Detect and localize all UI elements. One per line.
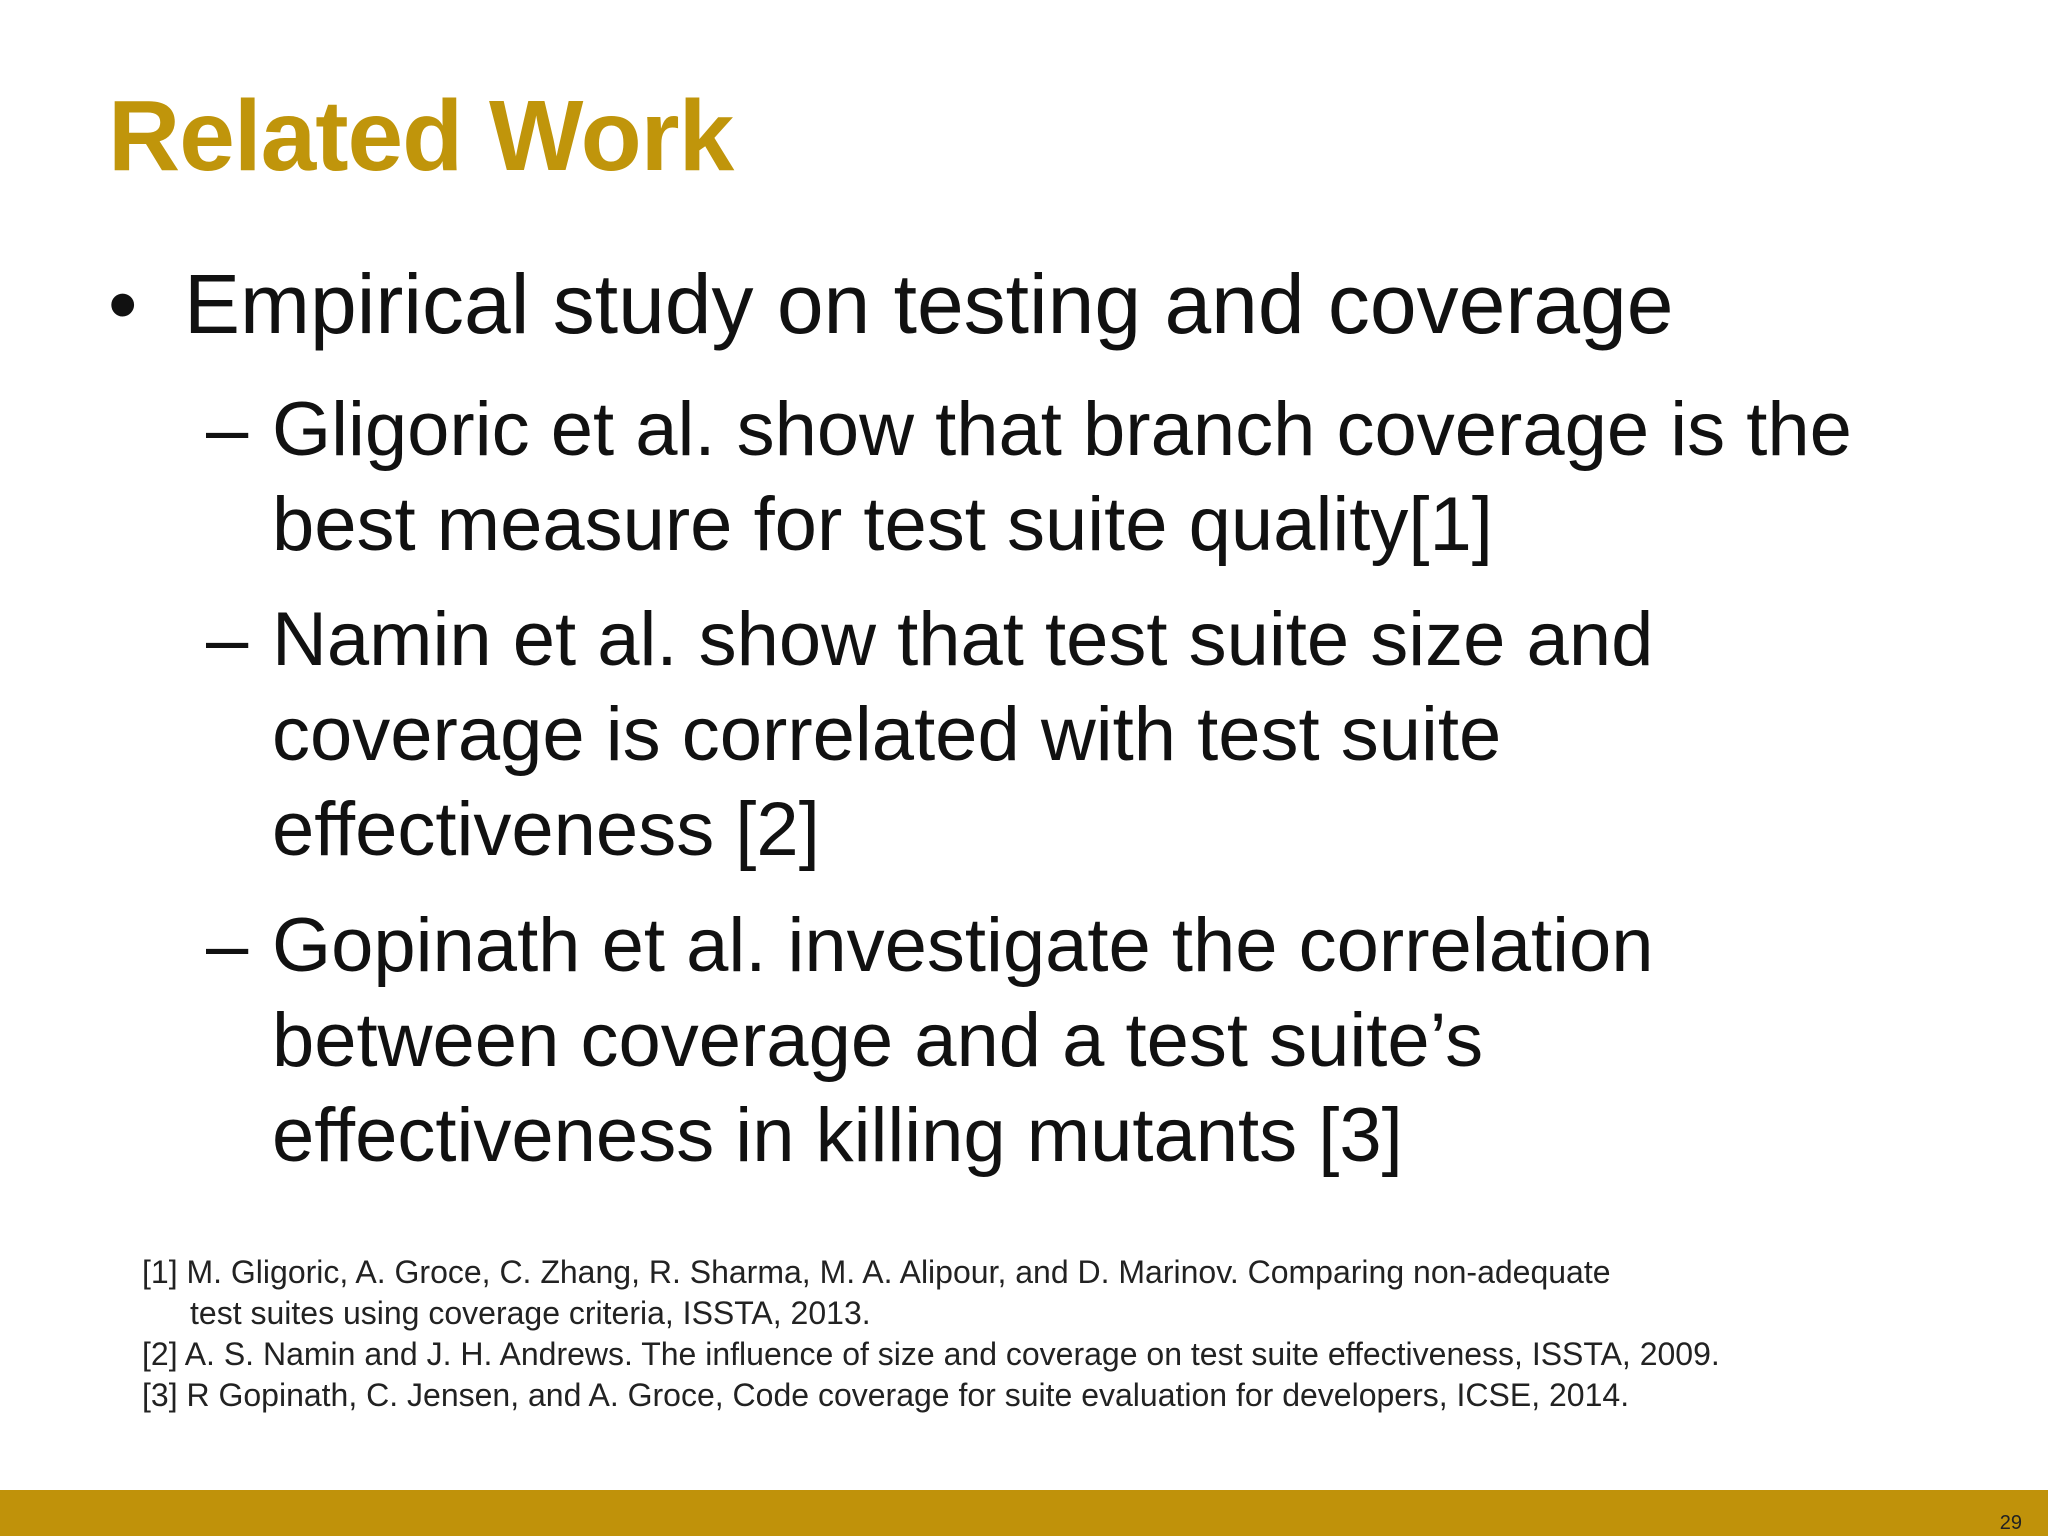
sub-bullet-dash: –	[206, 387, 249, 472]
sub-bullet-line: effectiveness [2]	[272, 787, 820, 872]
reference-3: [3] R Gopinath, C. Jensen, and A. Groce, Code coverage for suite evaluation for developers, ICSE, 2014.	[142, 1377, 1630, 1413]
sub-bullet-line: effectiveness in killing mutants [3]	[272, 1093, 1403, 1178]
main-bullet	[108, 257, 1674, 351]
page-number: 29	[1999, 1512, 2022, 1534]
reference-2: [2] A. S. Namin and J. H. Andrews. The influence of size and coverage on test suite effectiveness, ISSTA, 2009.	[142, 1336, 1720, 1372]
sub-bullet-line: best measure for test suite quality[1]	[272, 482, 1493, 567]
main-bullet-text: Empirical study on testing and coverage	[184, 257, 1674, 351]
sub-bullet-line: between coverage and a test suite’s	[272, 998, 1484, 1083]
sub-bullet-line: Namin et al. show that test suite size and	[272, 597, 1654, 682]
bullet-dot: •	[108, 257, 138, 351]
sub-bullet-line: Gligoric et al. show that branch coverage is the	[272, 387, 1852, 472]
reference-1: [1] M. Gligoric, A. Groce, C. Zhang, R. Sharma, M. A. Alipour, and D. Marinov. Comparing non-adequate	[142, 1254, 1611, 1290]
sub-bullet-line: Gopinath et al. investigate the correlation	[272, 903, 1654, 988]
sub-bullet-dash: –	[206, 597, 249, 682]
sub-bullet-dash: –	[206, 903, 249, 988]
references	[142, 1252, 1720, 1416]
slide-title: Related Work	[108, 80, 734, 192]
footer-bar	[0, 1490, 2048, 1536]
reference-1-continuation: test suites using coverage criteria, ISSTA, 2013.	[190, 1295, 871, 1331]
sub-bullet-line: coverage is correlated with test suite	[272, 692, 1502, 777]
